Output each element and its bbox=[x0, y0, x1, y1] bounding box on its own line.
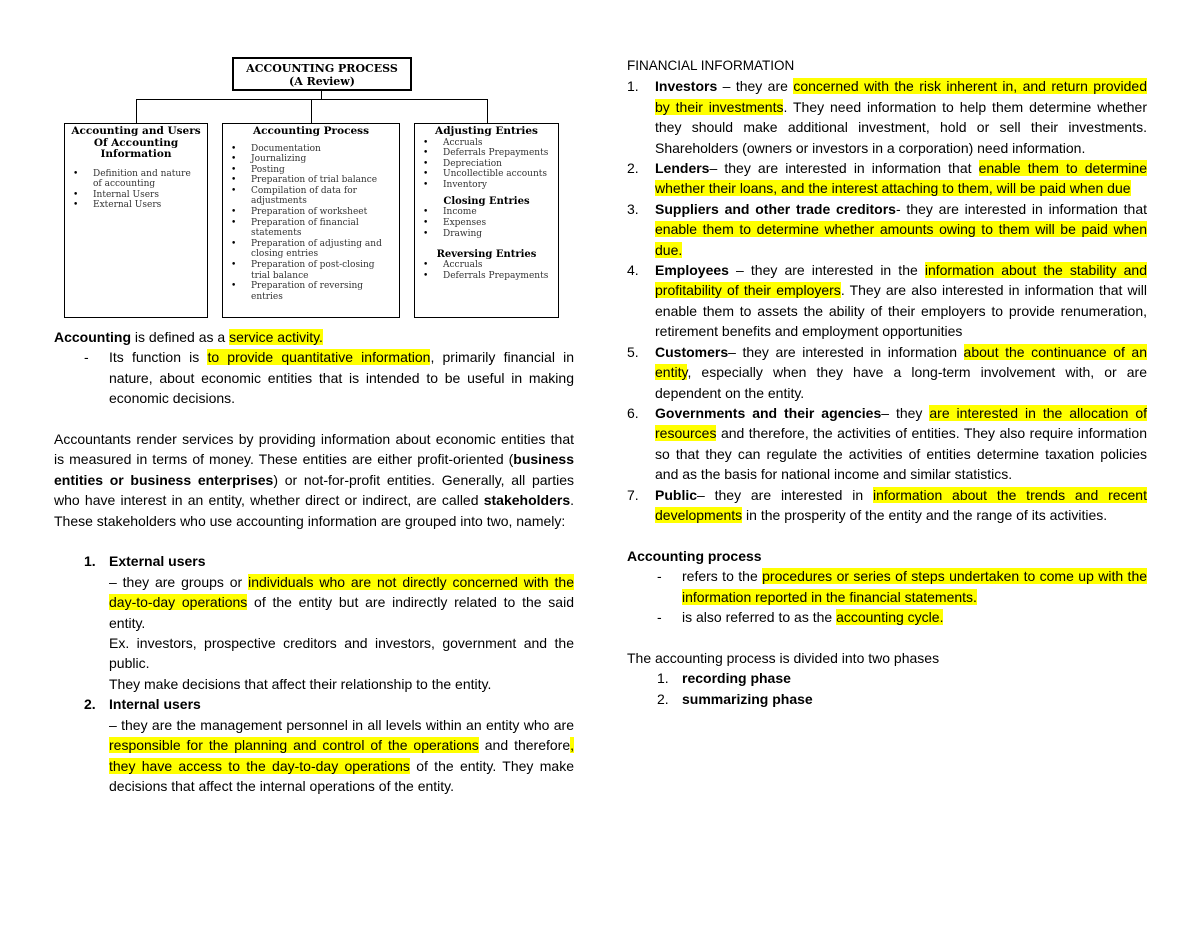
user-item-public bbox=[627, 485, 1147, 526]
text: – they are interested in bbox=[697, 486, 873, 503]
box-item: • Deferrals Prepayments bbox=[421, 148, 552, 159]
diagram-title: ACCOUNTING PROCESS bbox=[246, 62, 398, 75]
highlight: service activity. bbox=[229, 329, 323, 345]
text: , especially when they have a long-term involvement with, or are dependent on the entity. bbox=[655, 364, 1147, 401]
item-number: 1. bbox=[84, 553, 96, 570]
box-item: • Preparation of adjusting and closing entries bbox=[229, 239, 393, 260]
dash-marker: - bbox=[657, 568, 662, 585]
text: and therefore, the activities of entities. They also require information so that they can regulate the activities of entities determine taxation policies and as the basis for national income and similar statistics. bbox=[655, 425, 1147, 483]
item-number: 3. bbox=[627, 200, 639, 217]
box-item: • Journalizing bbox=[229, 154, 393, 165]
stakeholders-paragraph bbox=[54, 429, 574, 531]
highlight: information about the stability and profitability of their employers bbox=[655, 262, 1147, 299]
user-item-investors bbox=[627, 76, 1147, 158]
process-bullet bbox=[627, 607, 1147, 627]
item-title: Lenders bbox=[655, 160, 710, 177]
box-subheading: Reversing Entries bbox=[436, 249, 537, 261]
text: – they are groups or bbox=[109, 573, 249, 590]
item-title: Customers bbox=[655, 343, 729, 360]
text: , primarily financial in nature, about economic entities that is intended to be useful in making economic decisions. bbox=[109, 349, 575, 407]
text: – they are interested in information that bbox=[709, 160, 979, 177]
text: - they are interested in information that bbox=[895, 200, 1148, 217]
decision-text: They make decisions that affect their relationship to the entity. bbox=[109, 675, 492, 692]
phases-intro: The accounting process is divided into two phases bbox=[627, 649, 940, 666]
text: – they are interested in the bbox=[728, 262, 925, 279]
highlight: concerned with the risk inherent in, and return provided by their investments bbox=[655, 78, 1147, 115]
highlight: individuals who are not directly concerned with the day-to-day operations bbox=[109, 573, 575, 611]
text: is also referred to as the bbox=[682, 608, 837, 625]
diagram-box-users bbox=[64, 123, 208, 318]
text: – they are the management personnel in all levels within an entity who are bbox=[109, 716, 574, 733]
item-title: Public bbox=[655, 486, 698, 503]
box-item: • Deferrals Prepayments bbox=[421, 271, 552, 282]
box-item: • Preparation of post-closing trial balance bbox=[229, 260, 393, 281]
box-item: • Preparation of worksheet bbox=[229, 207, 393, 218]
user-item-suppliers bbox=[627, 199, 1147, 260]
box-item: • Posting bbox=[229, 165, 393, 176]
bold-text: business entities or business enterprises bbox=[54, 451, 574, 488]
box-item: • Preparation of financial statements bbox=[229, 218, 393, 239]
phase-item bbox=[627, 689, 1147, 709]
highlight: accounting cycle. bbox=[836, 608, 944, 625]
user-item-customers bbox=[627, 342, 1147, 403]
diagram-box-process bbox=[222, 123, 400, 318]
item-number: 7. bbox=[627, 486, 639, 503]
item-number: 1. bbox=[657, 670, 669, 687]
left-column bbox=[54, 327, 574, 796]
box-subheading: Closing Entries bbox=[443, 196, 530, 208]
definition-line bbox=[54, 327, 574, 347]
user-item-governments bbox=[627, 403, 1147, 485]
bold-text: stakeholders bbox=[483, 492, 571, 509]
external-users-item bbox=[54, 551, 574, 694]
box-heading: Adjusting Entries bbox=[435, 125, 538, 137]
diagram-subtitle: (A Review) bbox=[289, 75, 355, 88]
box-item: • Depreciation bbox=[421, 159, 552, 170]
phase-name: summarizing phase bbox=[682, 690, 813, 707]
highlight: , they have access to the day-to-day operations bbox=[109, 737, 574, 774]
diagram-box-entries bbox=[414, 123, 559, 318]
text: is defined as a bbox=[131, 329, 230, 345]
function-bullet bbox=[54, 347, 574, 408]
item-number: 2. bbox=[627, 160, 639, 177]
box-item: • Inventory bbox=[421, 180, 552, 191]
item-number: 6. bbox=[627, 404, 639, 421]
connector-line bbox=[311, 99, 312, 123]
box-item: • Compilation of data for adjustments bbox=[229, 186, 393, 207]
phase-name: recording phase bbox=[682, 670, 791, 687]
box-heading: Accounting Process bbox=[252, 125, 369, 137]
section-heading: FINANCIAL INFORMATION bbox=[627, 58, 795, 73]
dash-marker: - bbox=[84, 349, 89, 366]
box-item: • Definition and nature of accounting bbox=[71, 169, 201, 190]
text: of the entity. They make decisions that affect the internal operations of the entity. bbox=[109, 757, 574, 794]
box-item: • Preparation of trial balance bbox=[229, 175, 393, 186]
box-item: • Preparation of reversing entries bbox=[229, 281, 393, 302]
highlight: enable them to determine whether amounts owing to them will be paid when due. bbox=[655, 221, 1147, 258]
item-title: External users bbox=[109, 553, 206, 570]
text: . They are also interested in information that will enable them to assets the ability of their employers to provide renumeration, retirement benefits and employment opportunities bbox=[655, 282, 1147, 340]
item-title: Governments and their agencies bbox=[655, 404, 882, 421]
box-item: • Uncollectible accounts bbox=[421, 169, 552, 180]
highlight: are interested in the allocation of resources bbox=[655, 404, 1147, 442]
text: refers to the bbox=[682, 568, 763, 585]
connector-line bbox=[136, 99, 137, 123]
item-title: Employees bbox=[655, 262, 729, 279]
process-bullet bbox=[627, 566, 1147, 607]
diagram-root-box bbox=[232, 57, 412, 91]
dash-marker: - bbox=[657, 608, 662, 625]
item-title: Investors bbox=[655, 78, 718, 95]
user-item-lenders bbox=[627, 158, 1147, 199]
connector-line bbox=[321, 91, 322, 99]
item-number: 1. bbox=[627, 78, 639, 95]
highlight: procedures or series of steps undertaken to come up with the information reported in the financial statements. bbox=[682, 568, 1148, 605]
box-item: • Income bbox=[421, 207, 552, 218]
text: – they are interested in information bbox=[728, 343, 964, 360]
item-number: 2. bbox=[657, 690, 669, 707]
box-item: • Internal Users bbox=[71, 190, 201, 201]
user-item-employees bbox=[627, 260, 1147, 342]
term-accounting: Accounting bbox=[54, 329, 131, 345]
highlight: enable them to determine whether their loans, and the interest attaching to them, will be paid when due bbox=[655, 160, 1147, 197]
item-number: 2. bbox=[84, 696, 96, 713]
highlight: about the continuance of an entity bbox=[655, 343, 1147, 381]
accounting-process-diagram bbox=[62, 55, 562, 320]
phase-item bbox=[627, 668, 1147, 688]
right-column bbox=[627, 56, 1147, 709]
text: Its function is bbox=[109, 349, 208, 366]
box-item: • Documentation bbox=[229, 144, 393, 155]
text: . These stakeholders who use accounting information are grouped into two, namely: bbox=[54, 492, 574, 529]
internal-users-item bbox=[54, 694, 574, 796]
text: – they are bbox=[717, 78, 794, 95]
highlight: to provide quantitative information bbox=[207, 349, 431, 366]
text: of the entity but are indirectly related to the said entity. bbox=[109, 594, 574, 631]
box-item: • Expenses bbox=[421, 218, 552, 229]
text: and therefore bbox=[478, 737, 571, 754]
item-number: 4. bbox=[627, 262, 639, 279]
text: Accountants render services by providing information about economic entities that is measured in terms of money. These entities are either profit-oriented ( bbox=[54, 431, 574, 468]
box-item: • Accruals bbox=[421, 138, 552, 149]
example-text: Ex. investors, prospective creditors and investors, government and the public. bbox=[109, 635, 574, 672]
item-title: Internal users bbox=[109, 696, 201, 713]
text: ) or not-for-profit entities. Generally, all parties who have interest in an entity, whether direct or indirect, are called bbox=[54, 471, 574, 509]
text: in the prosperity of the entity and the range of its activities. bbox=[742, 506, 1108, 523]
box-heading: Accounting and Users Of Accounting Information bbox=[71, 125, 201, 160]
process-heading: Accounting process bbox=[627, 547, 762, 564]
highlight: information about the trends and recent developments bbox=[655, 486, 1147, 523]
box-item: • Accruals bbox=[421, 260, 552, 271]
box-item: • External Users bbox=[71, 200, 201, 211]
text: – they bbox=[881, 404, 930, 421]
connector-line bbox=[487, 99, 488, 123]
highlight: responsible for the planning and control of the operations bbox=[109, 737, 479, 754]
box-item: • Drawing bbox=[421, 229, 552, 240]
text: . They need information to help them determine whether they should make additional investment, hold or sell their investments. Shareholders (owners or investors in a corporation) need information. bbox=[655, 98, 1148, 156]
item-title: Suppliers and other trade creditors bbox=[655, 200, 896, 217]
item-number: 5. bbox=[627, 343, 639, 360]
